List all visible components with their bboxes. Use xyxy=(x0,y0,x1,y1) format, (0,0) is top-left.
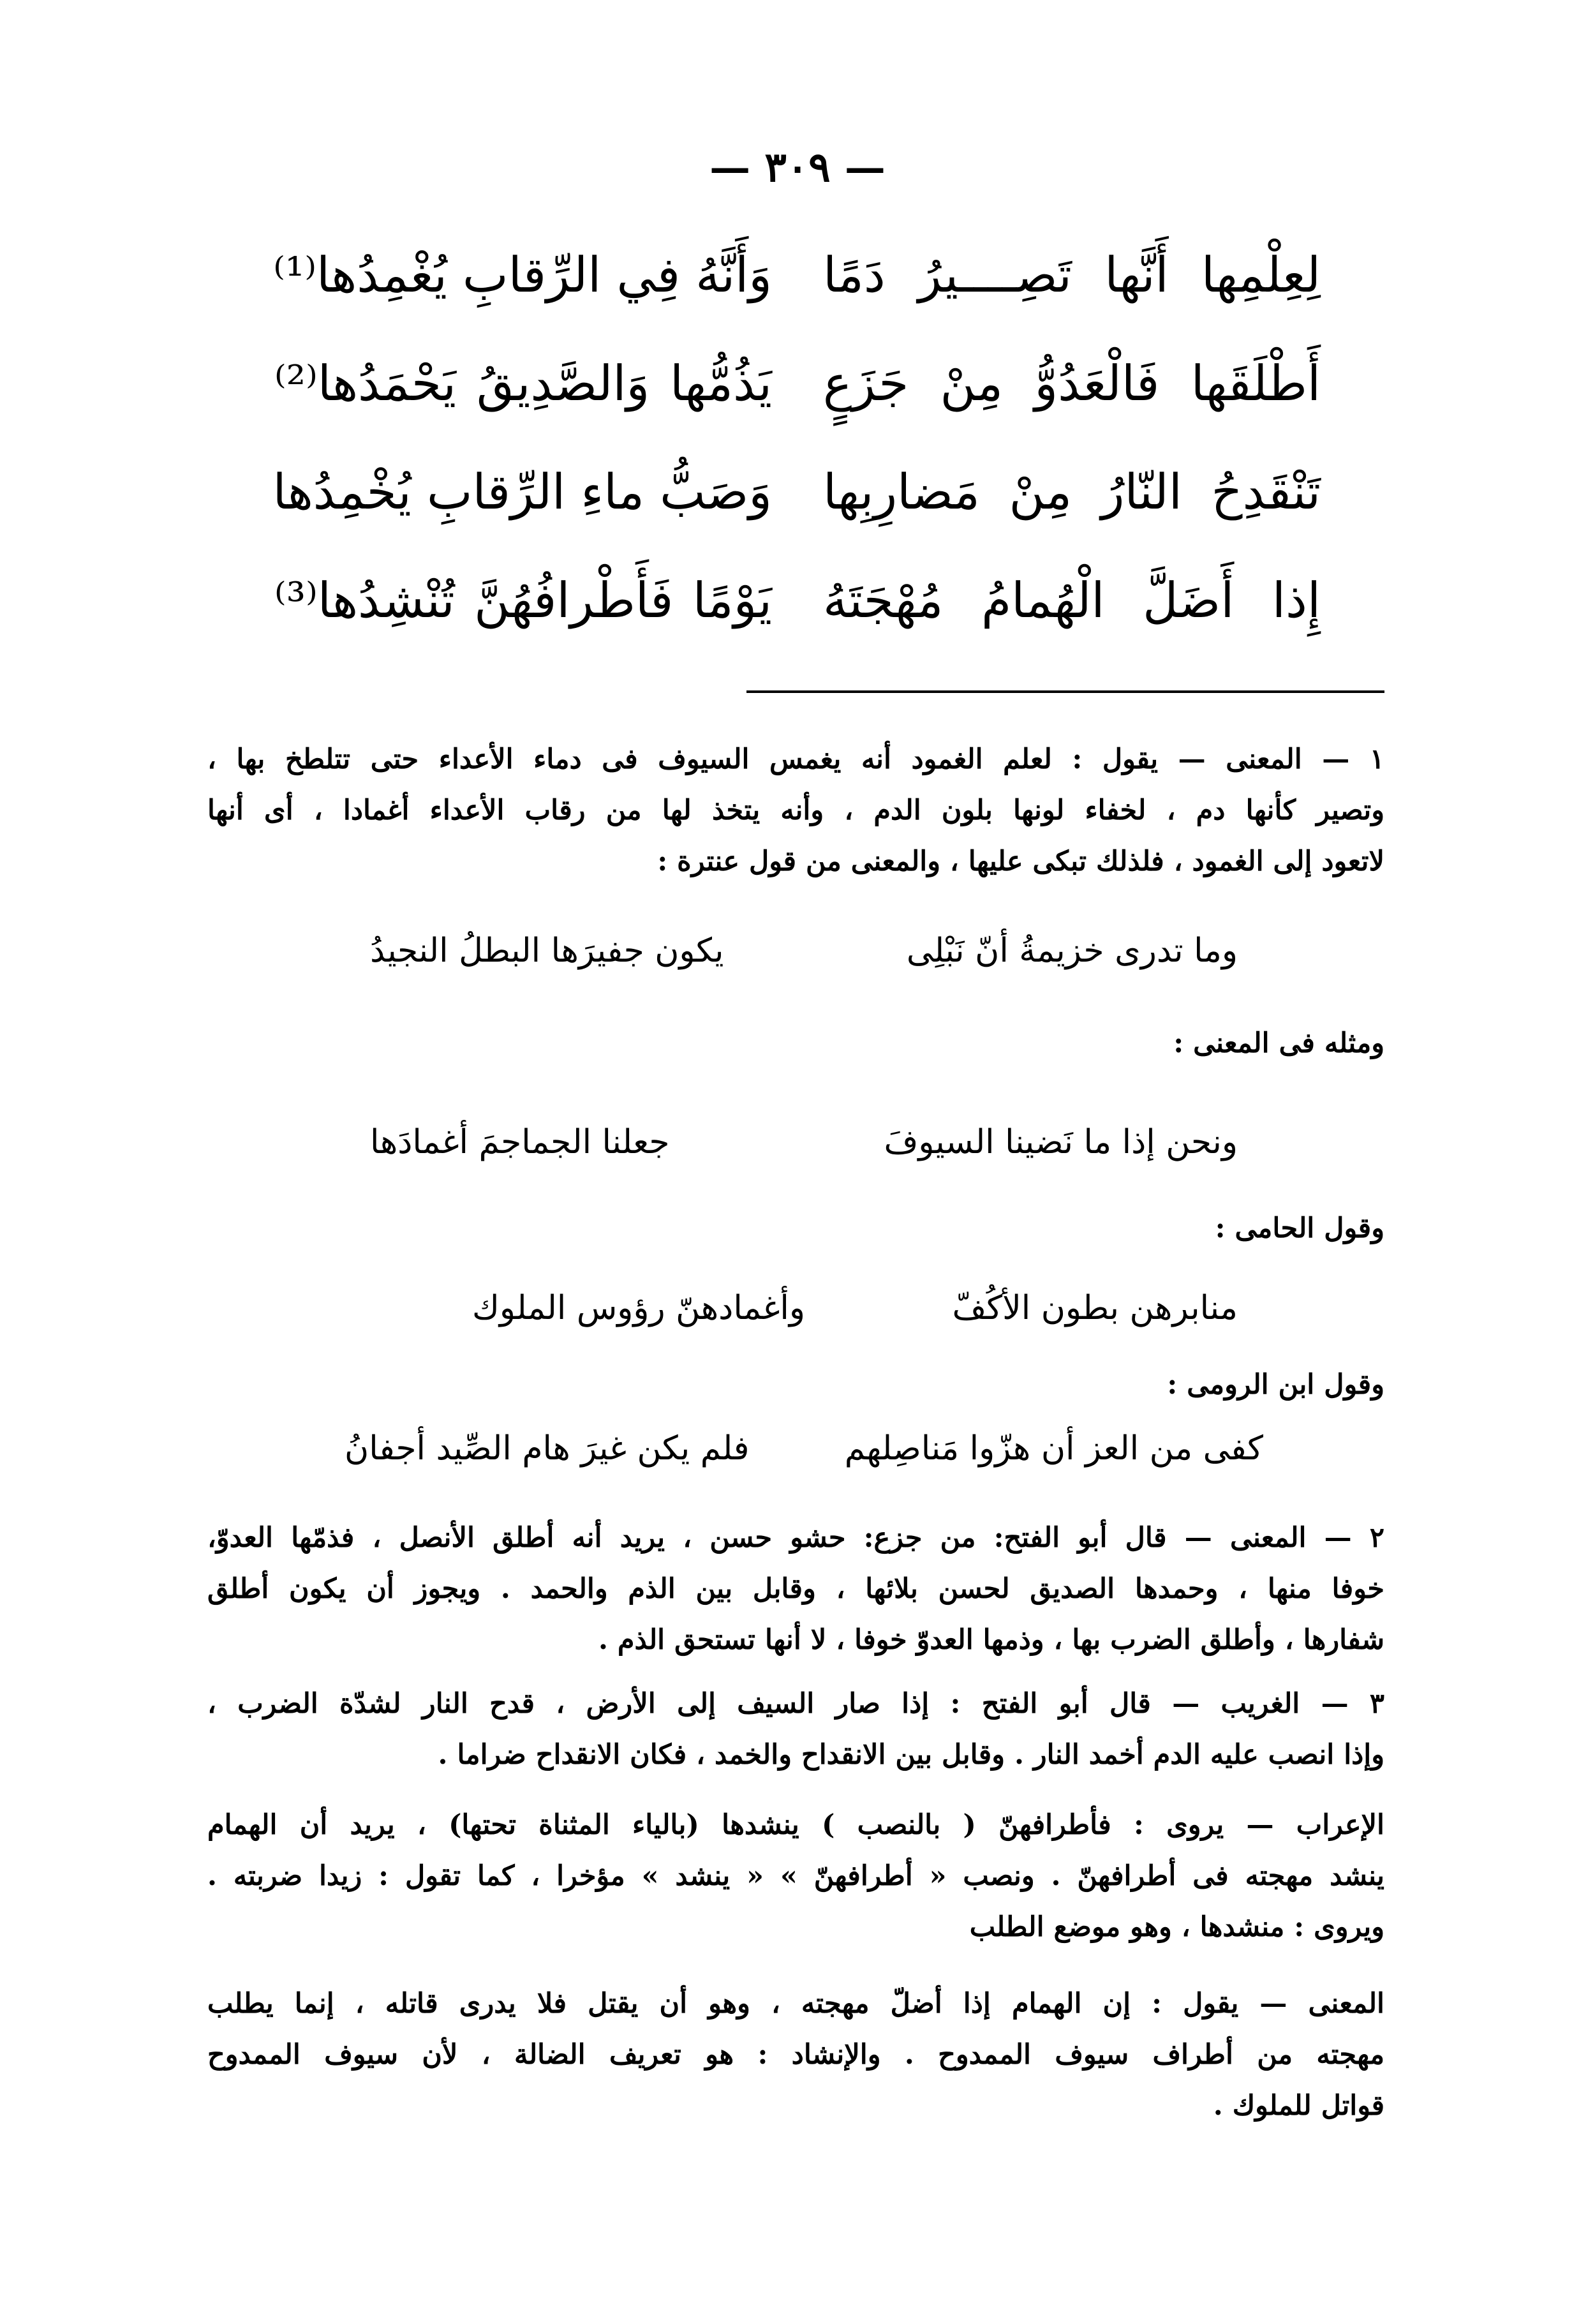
footnote-line: شفارها ، وأطلق الضرب بها ، وذمها العدوّ خوفا ، لا أنها تستحق الذم . xyxy=(598,1624,1384,1656)
quoted-verse-second: يكون جفيرَها البطلُ النجيدُ xyxy=(370,932,724,970)
footnote-line: الإعراب — يروى : فأطرافهنّ ( بالنصب ) ينشدها (بالياء المثناة تحتها) ، يريد أن الهمام xyxy=(207,1809,1384,1841)
verse-1-first-hemistich: لِعِلْمِها أَنَّها تَصِــــيرُ دَمًا xyxy=(823,246,1321,303)
footnote-line: ينشد مهجته فى أطرافهنّ . ونصب « أطرافهنّ » « ينشد » مؤخرا ، كما تقول : زيدا ضربته . xyxy=(207,1860,1384,1892)
quoted-verse-first: كفى من العز أن هزّوا مَناصِلهم xyxy=(844,1429,1263,1468)
footnote-3-text xyxy=(207,1678,1384,1780)
verse-2 xyxy=(274,338,1321,428)
page-number: — ٣٠٩ — xyxy=(709,144,886,191)
quoted-verse-2 xyxy=(370,1123,1238,1161)
quoted-verse-4 xyxy=(345,1429,1263,1468)
quoted-verse-first: ونحن إذا ما نَضينا السيوفَ xyxy=(884,1123,1238,1161)
footnote-3-meaning xyxy=(207,1978,1384,2131)
footnote-line: ويروى : منشدها ، وهو موضع الطلب xyxy=(969,1911,1384,1943)
label-mithlu: ومثله فى المعنى : xyxy=(1173,1027,1384,1059)
verse-4 xyxy=(274,555,1321,644)
footnote-1-text xyxy=(207,734,1384,887)
quoted-verse-second: جعلنا الجماجمَ أغمادَها xyxy=(370,1123,670,1161)
footnote-line: المعنى — يقول : إن الهمام إذا أضلّ مهجته ، وهو أن يقتل فلا يدرى قاتله ، إنما يطلب xyxy=(207,1988,1384,2020)
footnote-2-text xyxy=(207,1512,1384,1665)
label-rumi: وقول ابن الرومى : xyxy=(1167,1369,1384,1401)
verse-4-second-hemistich: يَوْمًا فَأَطْرافُهُنَّ تُنْشِدُها⁽³⁾ xyxy=(274,571,772,629)
footnote-line: وإذا انصب عليه الدم أخمد النار . وقابل بين الانقداح والخمد ، فكان الانقداح ضراما . xyxy=(438,1739,1384,1771)
quoted-verse-first: منابرهن بطون الأكُفّ xyxy=(952,1289,1238,1327)
footnote-line: ٣ — الغريب — قال أبو الفتح : إذا صار السيف إلى الأرض ، قدح النار لشدّة الضرب ، xyxy=(207,1688,1384,1720)
footnote-separator xyxy=(746,690,1384,693)
verse-3 xyxy=(274,447,1321,536)
footnote-3-irab xyxy=(207,1799,1384,1953)
quoted-verse-second: فلم يكن غيرَ هام الصِّيد أجفانُ xyxy=(345,1429,750,1468)
verse-1-second-hemistich: وَأَنَّهُ فِي الرِّقابِ يُغْمِدُها⁽¹⁾ xyxy=(273,246,772,303)
quoted-verse-second: وأغمادهنّ رؤوس الملوك xyxy=(472,1289,805,1327)
footnote-line: وتصير كأنها دم ، لخفاء لونها بلون الدم ، وأنه يتخذ لها من رقاب الأعداء أغمادا ، أى أنها xyxy=(207,794,1384,826)
verse-1 xyxy=(274,230,1321,319)
verse-4-first-hemistich: إِذا أَضَلَّ الْهُمامُ مُهْجَتَهُ xyxy=(823,571,1321,629)
verse-2-first-hemistich: أَطْلَقَها فَالْعَدُوُّ مِنْ جَزَعٍ xyxy=(823,354,1321,412)
quoted-verse-antara xyxy=(370,932,1238,970)
footnote-line: ١ — المعنى — يقول : لعلم الغمود أنه يغمس السيوف فى دماء الأعداء حتى تتلطخ بها ، xyxy=(207,743,1384,775)
footnote-line: خوفا منها ، وحمدها الصديق لحسن بلائها ، وقابل بين الذم والحمد . ويجوز أن يكون أطلق xyxy=(207,1573,1384,1605)
quoted-verse-3 xyxy=(472,1289,1238,1327)
quoted-verse-first: وما تدرى خزيمةُ أنّ نَبْلِى xyxy=(906,932,1238,970)
footnote-line: قواتل للملوك . xyxy=(1213,2090,1384,2122)
footnote-line: ٢ — المعنى — قال أبو الفتح: من جزع: حشو حسن ، يريد أنه أطلق الأنصل ، فذمّها العدوّ، xyxy=(207,1522,1384,1554)
verse-2-second-hemistich: يَذُمُّها وَالصَّدِيقُ يَحْمَدُها⁽²⁾ xyxy=(274,354,772,412)
verse-3-first-hemistich: تَنْقَدِحُ النّارُ مِنْ مَضارِبِها xyxy=(823,463,1321,520)
verse-3-second-hemistich: وَصَبُّ ماءِ الرِّقابِ يُخْمِدُها xyxy=(272,463,772,520)
footnote-line: مهجته من أطراف سيوف الممدوح . والإنشاد : هو تعريف الضالة ، لأن سيوف الممدوح xyxy=(207,2039,1384,2071)
footnote-line: لاتعود إلى الغمود ، فلذلك تبكى عليها ، والمعنى من قول عنترة : xyxy=(657,845,1384,877)
label-hamasi: وقول الحامى : xyxy=(1215,1212,1384,1244)
